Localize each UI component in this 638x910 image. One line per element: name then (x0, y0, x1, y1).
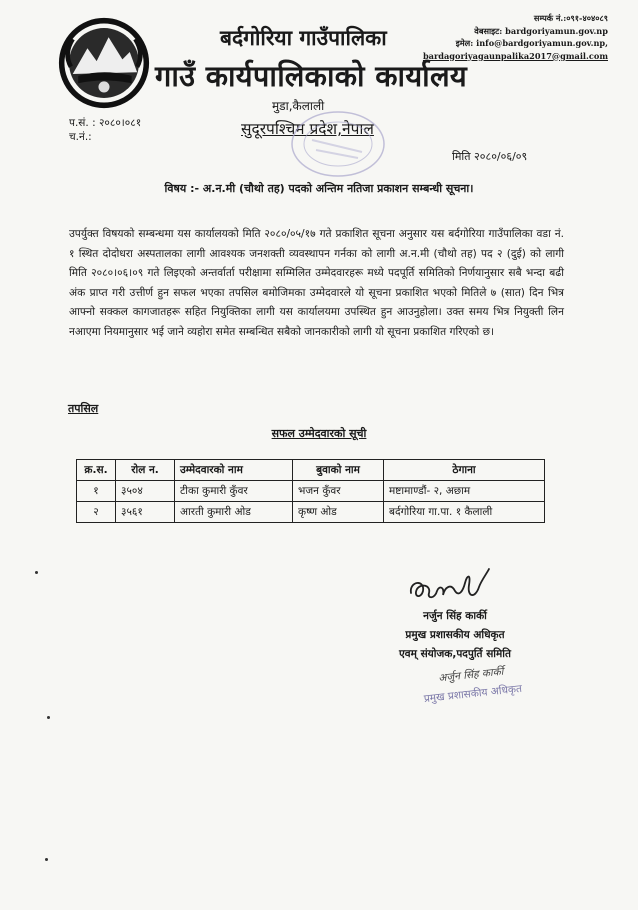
stamp-name: अर्जुन सिंह कार्की (437, 665, 505, 685)
scan-speck (47, 716, 50, 719)
successful-candidates-title: सफल उम्मेदवारको सूची (271, 427, 367, 440)
table-header-row (77, 460, 545, 481)
contact-email: इमेल: info@bardgoriyamun.gov.np, (455, 38, 608, 48)
signature-icon (405, 563, 495, 609)
col-father-name: बुवाको नाम (293, 460, 384, 481)
col-roll: रोल न. (116, 460, 175, 481)
notice-body: उपर्युक्त विषयको सम्बन्धमा यस कार्यालयको मिति २०८०/०५/१७ गते प्रकाशित सूचना अनुसार यस बर्दगोरिया गाउँपालिका वडा नं. १ स्थित दोदोधरा अस्पतालका लागी आवश्यक जनशक्ती व्यवस्थापन गर्नका को लागी अ.न.मी (चौथो तह) पद २ (दुई) को लागी मिति २०८०।०६।०९ गते लिइएको अन्तर्वार्ता परीक्षामा सम्मिलित उम्मेदवारहरू मध्ये पदपूर्ति समितिको निर्णयानुसार सबै भन्दा बढी अंक प्राप्त गरी उत्तीर्ण हुन सफल भएका तपसिल बमोजिमका उम्मेदवारले यो सूचना प्रकाशित भएको मितिले ७ (सात) दिन भित्र आफ्नो सक्कल कागजातहरू सहित नियुक्तिका लागी यस कार्यालयमा उपस्थित हुन आउनुहोला। उक्त समय भित्र नियुक्ती लिन नआएमा नियमानुसार भई जाने व्यहोरा समेत सम्बन्धित सबैको जानकारीको लागी यो सूचना प्रकाशित गरिएको छ। (69, 228, 564, 338)
contact-website: वेबसाइट: bardgoriyamun.gov.np (474, 25, 608, 36)
government-emblem-icon (58, 17, 150, 109)
name-stamp (400, 659, 543, 711)
scan-speck (45, 858, 48, 861)
patra-sankhya: प.सं. : २०८०।०८१ (69, 117, 142, 129)
province-name: सुदूरपश्चिम प्रदेश,नेपाल (241, 120, 374, 138)
cell-serial: २ (77, 502, 116, 523)
col-candidate-name: उम्मेदवारको नाम (175, 460, 293, 481)
candidates-table (76, 459, 545, 523)
scan-speck (35, 571, 38, 574)
contact-info (423, 12, 608, 62)
table-row (77, 481, 545, 502)
signatory-title: प्रमुख प्रशासकीय अधिकृत (405, 629, 505, 641)
cell-roll: ३५६१ (116, 502, 175, 523)
tapsil-heading: तपसिल (68, 402, 99, 415)
office-name: गाउँ कार्यपालिकाको कार्यालय (155, 59, 468, 93)
table-row (77, 502, 545, 523)
cell-address: मष्टामाण्डौं- २, अछाम (384, 481, 545, 502)
cell-father-name: भजन कुँवर (293, 481, 384, 502)
col-serial: क्र.स. (77, 460, 116, 481)
cell-father-name: कृष्ण ओड (293, 502, 384, 523)
cell-serial: १ (77, 481, 116, 502)
reference-block (69, 116, 141, 144)
chalani-number: च.नं.: (69, 131, 92, 143)
municipality-name: बर्दगोरिया गाउँपालिका (220, 26, 387, 50)
district-name: मुडा,कैलाली (272, 99, 325, 113)
signatory-name: नर्जुन सिंह कार्की (423, 610, 487, 622)
cell-address: बर्दगोरिया गा.पा. १ कैलाली (384, 502, 545, 523)
contact-phone: सम्पर्क नं.:०९१-४०४०८९ (533, 13, 608, 23)
subject-line: विषय :- अ.न.मी (चौथो तह) पदको अन्तिम नतिजा प्रकाशन सम्बन्धी सूचना। (164, 182, 474, 195)
cell-candidate-name: आरती कुमारी ओड (175, 502, 293, 523)
contact-email-gmail: bardagoriyagaunpalika2017@gmail.com (422, 50, 608, 61)
signatory-block (360, 607, 550, 664)
cell-candidate-name: टीका कुमारी कुँवर (175, 481, 293, 502)
office-seal-icon (282, 100, 390, 180)
cell-roll: ३५०४ (116, 481, 175, 502)
stamp-title: प्रमुख प्रशासकीय अधिकृत (423, 682, 523, 706)
col-address: ठेगाना (384, 460, 545, 481)
notice-date: मिति २०८०/०६/०९ (452, 150, 528, 163)
signatory-role: एवम् संयोजक,पदपुर्ति समिति (399, 648, 511, 660)
